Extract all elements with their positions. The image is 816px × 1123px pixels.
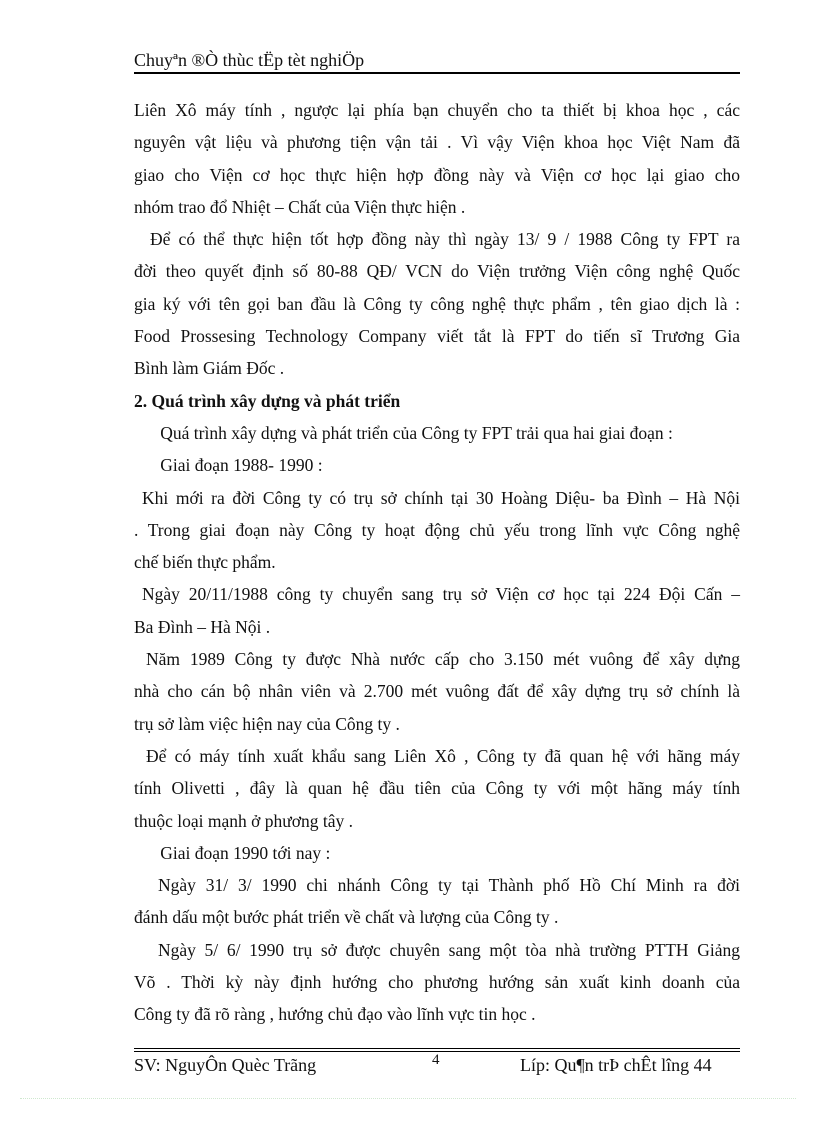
footer-class: Líp: Qu¶n trÞ chÊt lîng 44 [520,1055,712,1075]
page-boundary [20,1098,796,1099]
text-line: trụ sở làm việc hiện nay của Công ty . [134,713,400,734]
text-line: Võ . Thời kỳ này định hướng cho phương hướng sản xuất kinh doanh của [134,972,740,993]
text-line: Ba Đình – Hà Nội . [134,616,271,637]
footer-student: SV: NguyÔn Quèc Trãng [134,1055,317,1075]
text-line: Để có máy tính xuất khẩu sang Liên Xô , Công ty đã quan hệ với hãng máy [146,745,740,766]
text-line: gia ký với tên gọi ban đầu là Công ty công nghệ thực phẩm , tên giao dịch là : [134,293,740,314]
text-line: nhà cho cán bộ nhân viên và 2.700 mét vuông đất để xây dựng trụ sở chính là [134,681,740,702]
text-line: Liên Xô máy tính , ngược lại phía bạn chuyển cho ta thiết bị khoa học , các [134,100,740,120]
text-line: Bình làm Giám Đốc . [134,358,285,379]
text-line: giao cho Viện cơ học thực hiện hợp đồng này và Viện cơ học lại giao cho [134,164,740,185]
text-line: thuộc loại mạnh ở phương tây . [134,810,353,831]
text-line: chế biến thực phẩm. [134,552,276,573]
text-line: . Trong giai đoạn này Công ty hoạt động chủ yếu trong lĩnh vực Công nghệ [134,519,740,540]
text-line: Ngày 31/ 3/ 1990 chi nhánh Công ty tại Thành phố Hồ Chí Minh ra đời [158,875,740,896]
text-line: Khi mới ra đời Công ty có trụ sở chính tại 30 Hoàng Diệu- ba Đình – Hà Nội [142,487,740,508]
text-line: Công ty đã rõ ràng , hướng chủ đạo vào lĩnh vực tin học . [134,1004,536,1025]
page-number: 4 [432,1052,440,1068]
text-line: Food Prossesing Technology Company viết tắt là FPT do tiến sĩ Trương Gia [134,326,740,347]
text-line: nhóm trao đổ Nhiệt – Chất của Viện thực hiện . [134,196,466,217]
text-line: đời theo quyết định số 80-88 QĐ/ VCN do Viện trưởng Viện công nghệ Quốc [134,261,740,282]
text-line: Ngày 5/ 6/ 1990 trụ sở được chuyên sang một tòa nhà trường PTTH Giảng [158,939,740,960]
text-line: Giai đoạn 1988- 1990 : [134,455,323,476]
running-header: Chuyªn ®Ò thùc tËp tèt nghiÖp [134,50,365,70]
text-line: Ngày 20/11/1988 công ty chuyển sang trụ sở Viện cơ học tại 224 Đội Cấn – [142,584,740,605]
footer-rule [134,1048,740,1049]
text-line: Giai đoạn 1990 tới nay : [134,842,331,863]
section-heading: 2. Quá trình xây dựng và phát triển [134,390,401,411]
text-line: Để có thể thực hiện tốt hợp đồng này thì ngày 13/ 9 / 1988 Công ty FPT ra [150,229,740,250]
text-line: tính Olivetti , đây là quan hệ đầu tiên của Công ty với một hãng máy tính [134,778,740,799]
body-text [134,94,740,1031]
text-line: đánh dấu một bước phát triển về chất và lượng của Công ty . [134,907,559,928]
header-rule [134,72,740,74]
text-line: Quá trình xây dựng và phát triển của Công ty FPT trải qua hai giai đoạn : [134,422,673,443]
text-line: nguyên vật liệu và phương tiện vận tải . Vì vậy Viện khoa học Việt Nam đã [134,132,740,153]
text-line: Năm 1989 Công ty được Nhà nước cấp cho 3.150 mét vuông để xây dựng [146,649,740,670]
